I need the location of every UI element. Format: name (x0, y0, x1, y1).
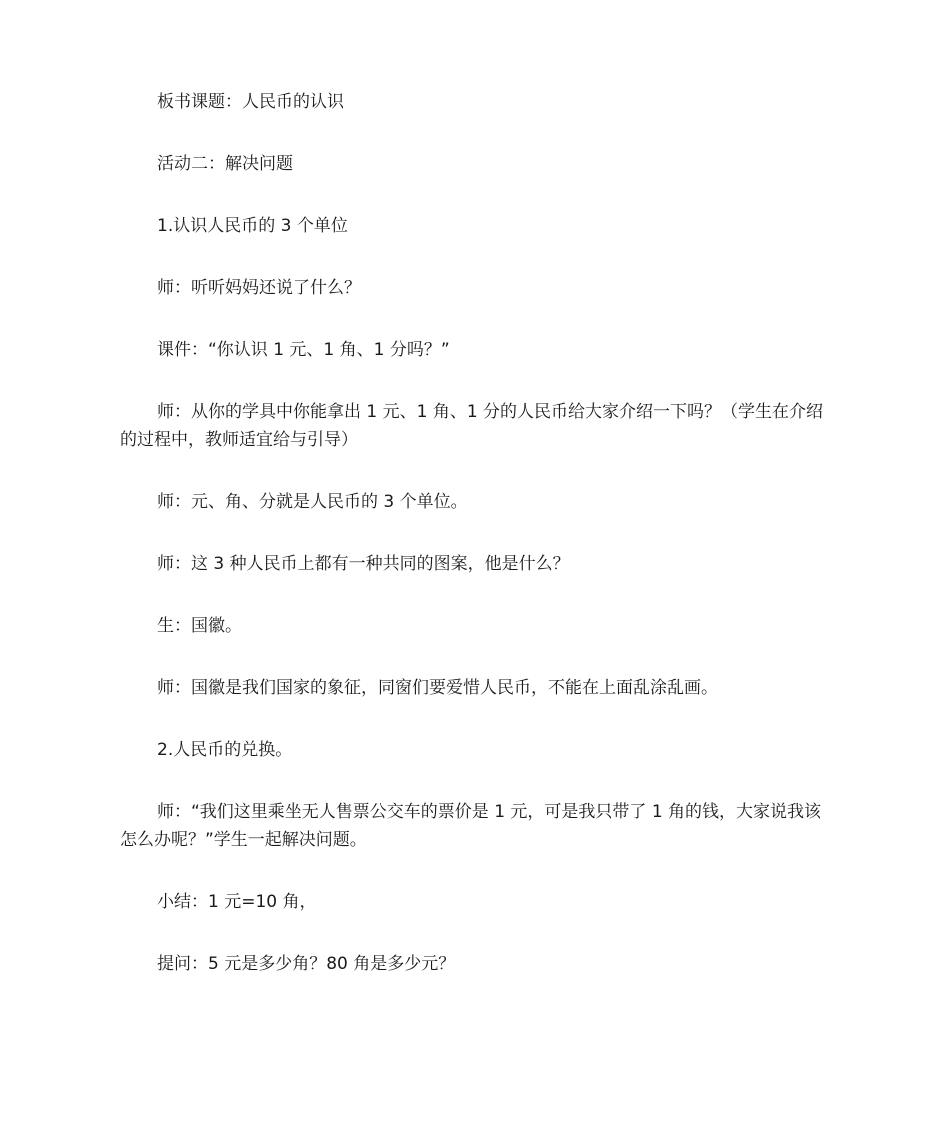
paragraph-courseware: 课件：“你认识 1 元、1 角、1 分吗？” (157, 340, 450, 360)
paragraph-teacher-bus: 师：“我们这里乘坐无人售票公交车的票价是 1 元，可是我只带了 1 角的钱，大家说我该怎么办呢？”学生一起解决问题。 (120, 802, 822, 850)
paragraph-teacher-emblem: 师：国徽是我们国家的象征，同窗们要爱惜人民币，不能在上面乱涂乱画。 (157, 678, 718, 698)
paragraph-activity-two: 活动二：解决问题 (157, 154, 293, 174)
paragraph-section-2: 2.人民币的兑换。 (157, 740, 293, 760)
paragraph-student-answer: 生：国徽。 (157, 616, 242, 636)
paragraph-teacher-units: 师：元、角、分就是人民币的 3 个单位。 (157, 492, 468, 512)
paragraph-teacher-question: 师：听听妈妈还说了什么？ (157, 278, 361, 298)
document-body (120, 88, 832, 1012)
paragraph-section-1: 1.认识人民币的 3 个单位 (157, 216, 348, 236)
paragraph-summary: 小结：1 元=10 角， (157, 892, 317, 912)
paragraph-board-title: 板书课题：人民币的认识 (157, 92, 344, 112)
paragraph-teacher-pattern: 师：这 3 种人民币上都有一种共同的图案，他是什么？ (157, 554, 570, 574)
paragraph-question: 提问：5 元是多少角？80 角是多少元？ (157, 954, 456, 974)
paragraph-teacher-intro: 师：从你的学具中你能拿出 1 元、1 角、1 分的人民币给大家介绍一下吗？（学生在介绍的过程中，教师适宜给与引导） (120, 402, 824, 450)
